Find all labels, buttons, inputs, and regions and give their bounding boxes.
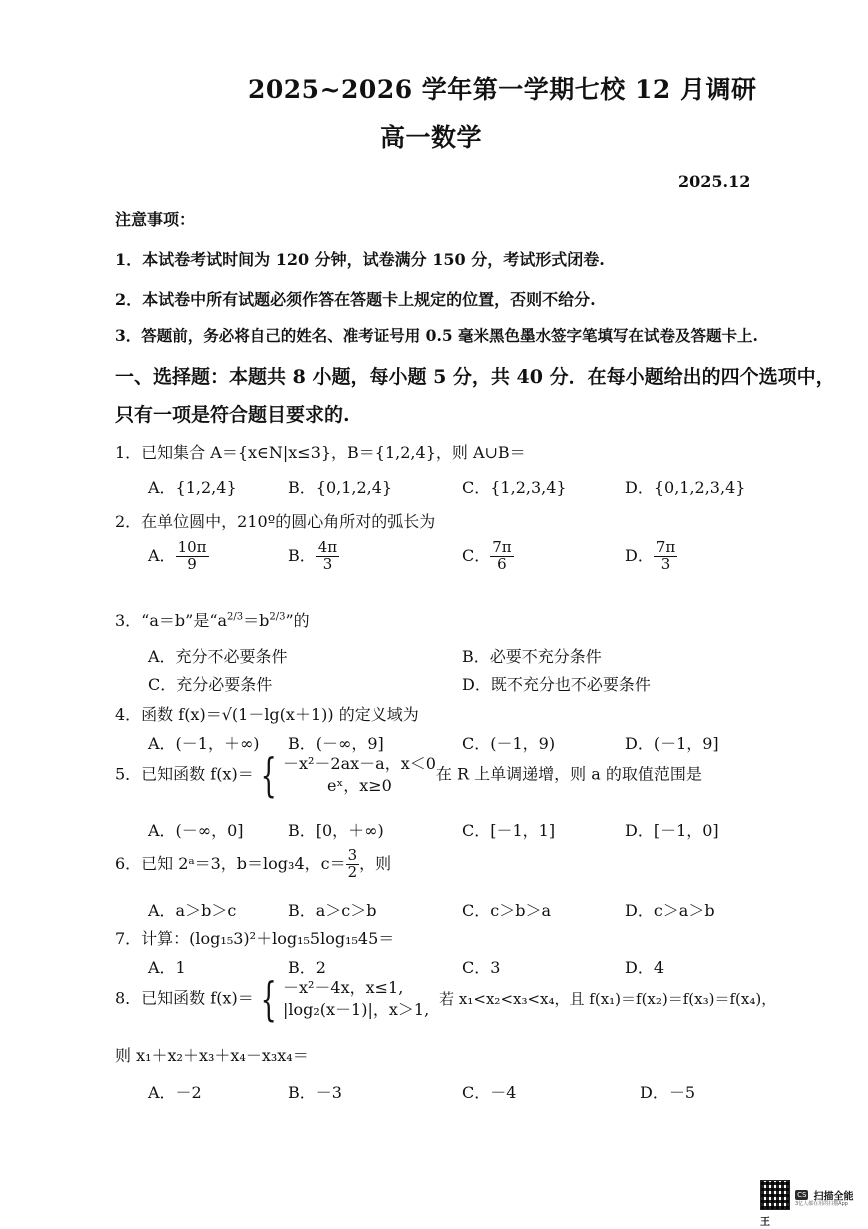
question-8-stem [115, 972, 777, 1026]
note-item: 1．本试卷考试时间为 120 分钟，试卷满分 150 分，考试形式闭卷. [115, 250, 605, 269]
q4-option-b: B．(－∞，9] [288, 734, 384, 753]
q8-option-c: C．－4 [462, 1083, 517, 1102]
q2-option-a [148, 540, 209, 573]
q8-option-d: D．－5 [640, 1083, 696, 1102]
q2-option-c [462, 540, 514, 573]
brace: { [260, 972, 277, 1026]
q6-option-c: C．c＞b＞a [462, 901, 551, 920]
stem-text: 3．“a＝b”是“a [115, 611, 228, 630]
question-6-stem [115, 848, 391, 881]
q5-option-c: C．[－1，1] [462, 821, 556, 840]
numerator: 7π [492, 538, 512, 556]
fraction [316, 540, 339, 573]
q2-option-d [625, 540, 677, 573]
fraction [490, 540, 513, 573]
q1-option-d: D．{0,1,2,3,4} [625, 478, 746, 497]
exponent: 2/3 [227, 611, 244, 623]
case-2: eˣ，x≥0 [326, 776, 392, 795]
brace: { [260, 748, 277, 802]
question-3-stem [115, 608, 310, 631]
case-1: －x²－2ax－a，x＜0 [282, 754, 436, 774]
q4-option-a: A．(－1，＋∞) [148, 734, 260, 753]
q6-option-b: B．a＞c＞b [288, 901, 377, 920]
note-item: 3．答题前，务必将自己的姓名、准考证号用 0.5 毫米黑色墨水签字笔填写在试卷及答题卡上. [115, 326, 758, 345]
case-1: －x²－4x，x≤1, [282, 978, 404, 998]
notes-heading: 注意事项： [115, 210, 196, 229]
q4-option-c: C．(－1，9) [462, 734, 556, 753]
q8-option-a: A．－2 [148, 1083, 202, 1102]
stem-text: 5．已知函数 f(x)＝ [115, 764, 254, 784]
stem-text: ，则 [359, 853, 392, 873]
q3-option-d: D．既不充分也不必要条件 [462, 675, 651, 694]
stem-text: 6．已知 2ᵃ＝3，b＝log₃4，c＝ [115, 853, 346, 873]
q5-option-a: A．(－∞，0] [148, 821, 244, 840]
question-8-stem-cont: 则 x₁＋x₂＋x₃＋x₄－x₃x₄＝ [115, 1046, 309, 1065]
denominator: 3 [660, 554, 671, 573]
q5-option-d: D．[－1，0] [625, 821, 719, 840]
fraction [346, 848, 360, 881]
exam-title: 2025~2026 学年第一学期七校 12 月调研 [248, 75, 757, 104]
q3-option-b: B．必要不充分条件 [462, 647, 602, 666]
q1-option-c: C．{1,2,3,4} [462, 478, 567, 497]
denominator: 9 [187, 554, 197, 573]
question-1-stem: 1．已知集合 A＝{x∈N|x≤3}，B＝{1,2,4}，则 A∪B＝ [115, 443, 526, 462]
numerator: 7π [655, 538, 676, 556]
option-label: D． [625, 545, 654, 565]
q5-option-b: B．[0，＋∞) [288, 821, 384, 840]
note-item: 2．本试卷中所有试题必须作答在答题卡上规定的位置，否则不给分. [115, 290, 596, 309]
stem-text: 在 R 上单调递增，则 a 的取值范围是 [435, 764, 702, 784]
numerator: 10π [177, 538, 207, 556]
q7-option-a: A．1 [148, 958, 186, 977]
question-4-stem: 4．函数 f(x)＝√(1－lg(x＋1)) 的定义域为 [115, 705, 419, 724]
qr-code-icon [760, 1180, 790, 1210]
q3-option-c: C．充分必要条件 [148, 675, 273, 694]
watermark-name: 扫描全能王 [760, 1191, 854, 1228]
question-7-stem: 7．计算：(log₁₅3)²＋log₁₅5log₁₅45＝ [115, 929, 395, 948]
case-2: |log₂(x－1)|，x＞1, [282, 1000, 430, 1019]
q7-option-c: C．3 [462, 958, 501, 977]
option-label: B． [288, 545, 316, 565]
piecewise-cases [283, 753, 436, 796]
q1-option-b: B．{0,1,2,4} [288, 478, 393, 497]
numerator: 4π [317, 538, 338, 556]
question-2-stem: 2．在单位圆中，210º的圆心角所对的弧长为 [115, 512, 436, 531]
fraction [176, 540, 209, 573]
camscanner-logo-icon: CS [797, 1191, 807, 1199]
q1-option-a: A．{1,2,4} [148, 478, 237, 497]
numerator: 3 [347, 846, 358, 864]
denominator: 3 [322, 554, 333, 573]
q4-option-d: D．(－1，9] [625, 734, 719, 753]
scanner-watermark [760, 1180, 860, 1228]
q3-option-a: A．充分不必要条件 [148, 647, 288, 666]
fraction [654, 540, 677, 573]
q6-option-d: D．c＞a＞b [625, 901, 715, 920]
q2-option-b [288, 540, 339, 573]
section-heading-cont: 只有一项是符合题目要求的. [115, 404, 350, 426]
denominator: 2 [347, 862, 358, 881]
stem-text: 8．已知函数 f(x)＝ [115, 988, 254, 1008]
exponent: 2/3 [269, 611, 286, 623]
stem-text: 若 x₁<x₂<x₃<x₄，且 f(x₁)＝f(x₂)＝f(x₃)＝f(x₄)， [439, 989, 777, 1008]
stem-text: ＝b [243, 611, 270, 630]
watermark-subtitle: 3亿人都在用的扫描App [795, 1201, 848, 1207]
q7-option-d: D．4 [625, 958, 665, 977]
option-label: A． [148, 545, 176, 565]
q6-option-a: A．a＞b＞c [148, 901, 237, 920]
section-heading: 一、选择题：本题共 8 小题，每小题 5 分，共 40 分．在每小题给出的四个选项中， [115, 366, 835, 388]
q8-option-b: B．－3 [288, 1083, 342, 1102]
denominator: 6 [497, 554, 507, 573]
q7-option-b: B．2 [288, 958, 326, 977]
exam-date: 2025.12 [678, 172, 751, 191]
subject-title: 高一数学 [380, 123, 483, 152]
stem-text: ”的 [285, 611, 310, 630]
question-5-stem [115, 748, 702, 802]
option-label: C． [462, 545, 491, 565]
piecewise-cases [283, 977, 429, 1020]
